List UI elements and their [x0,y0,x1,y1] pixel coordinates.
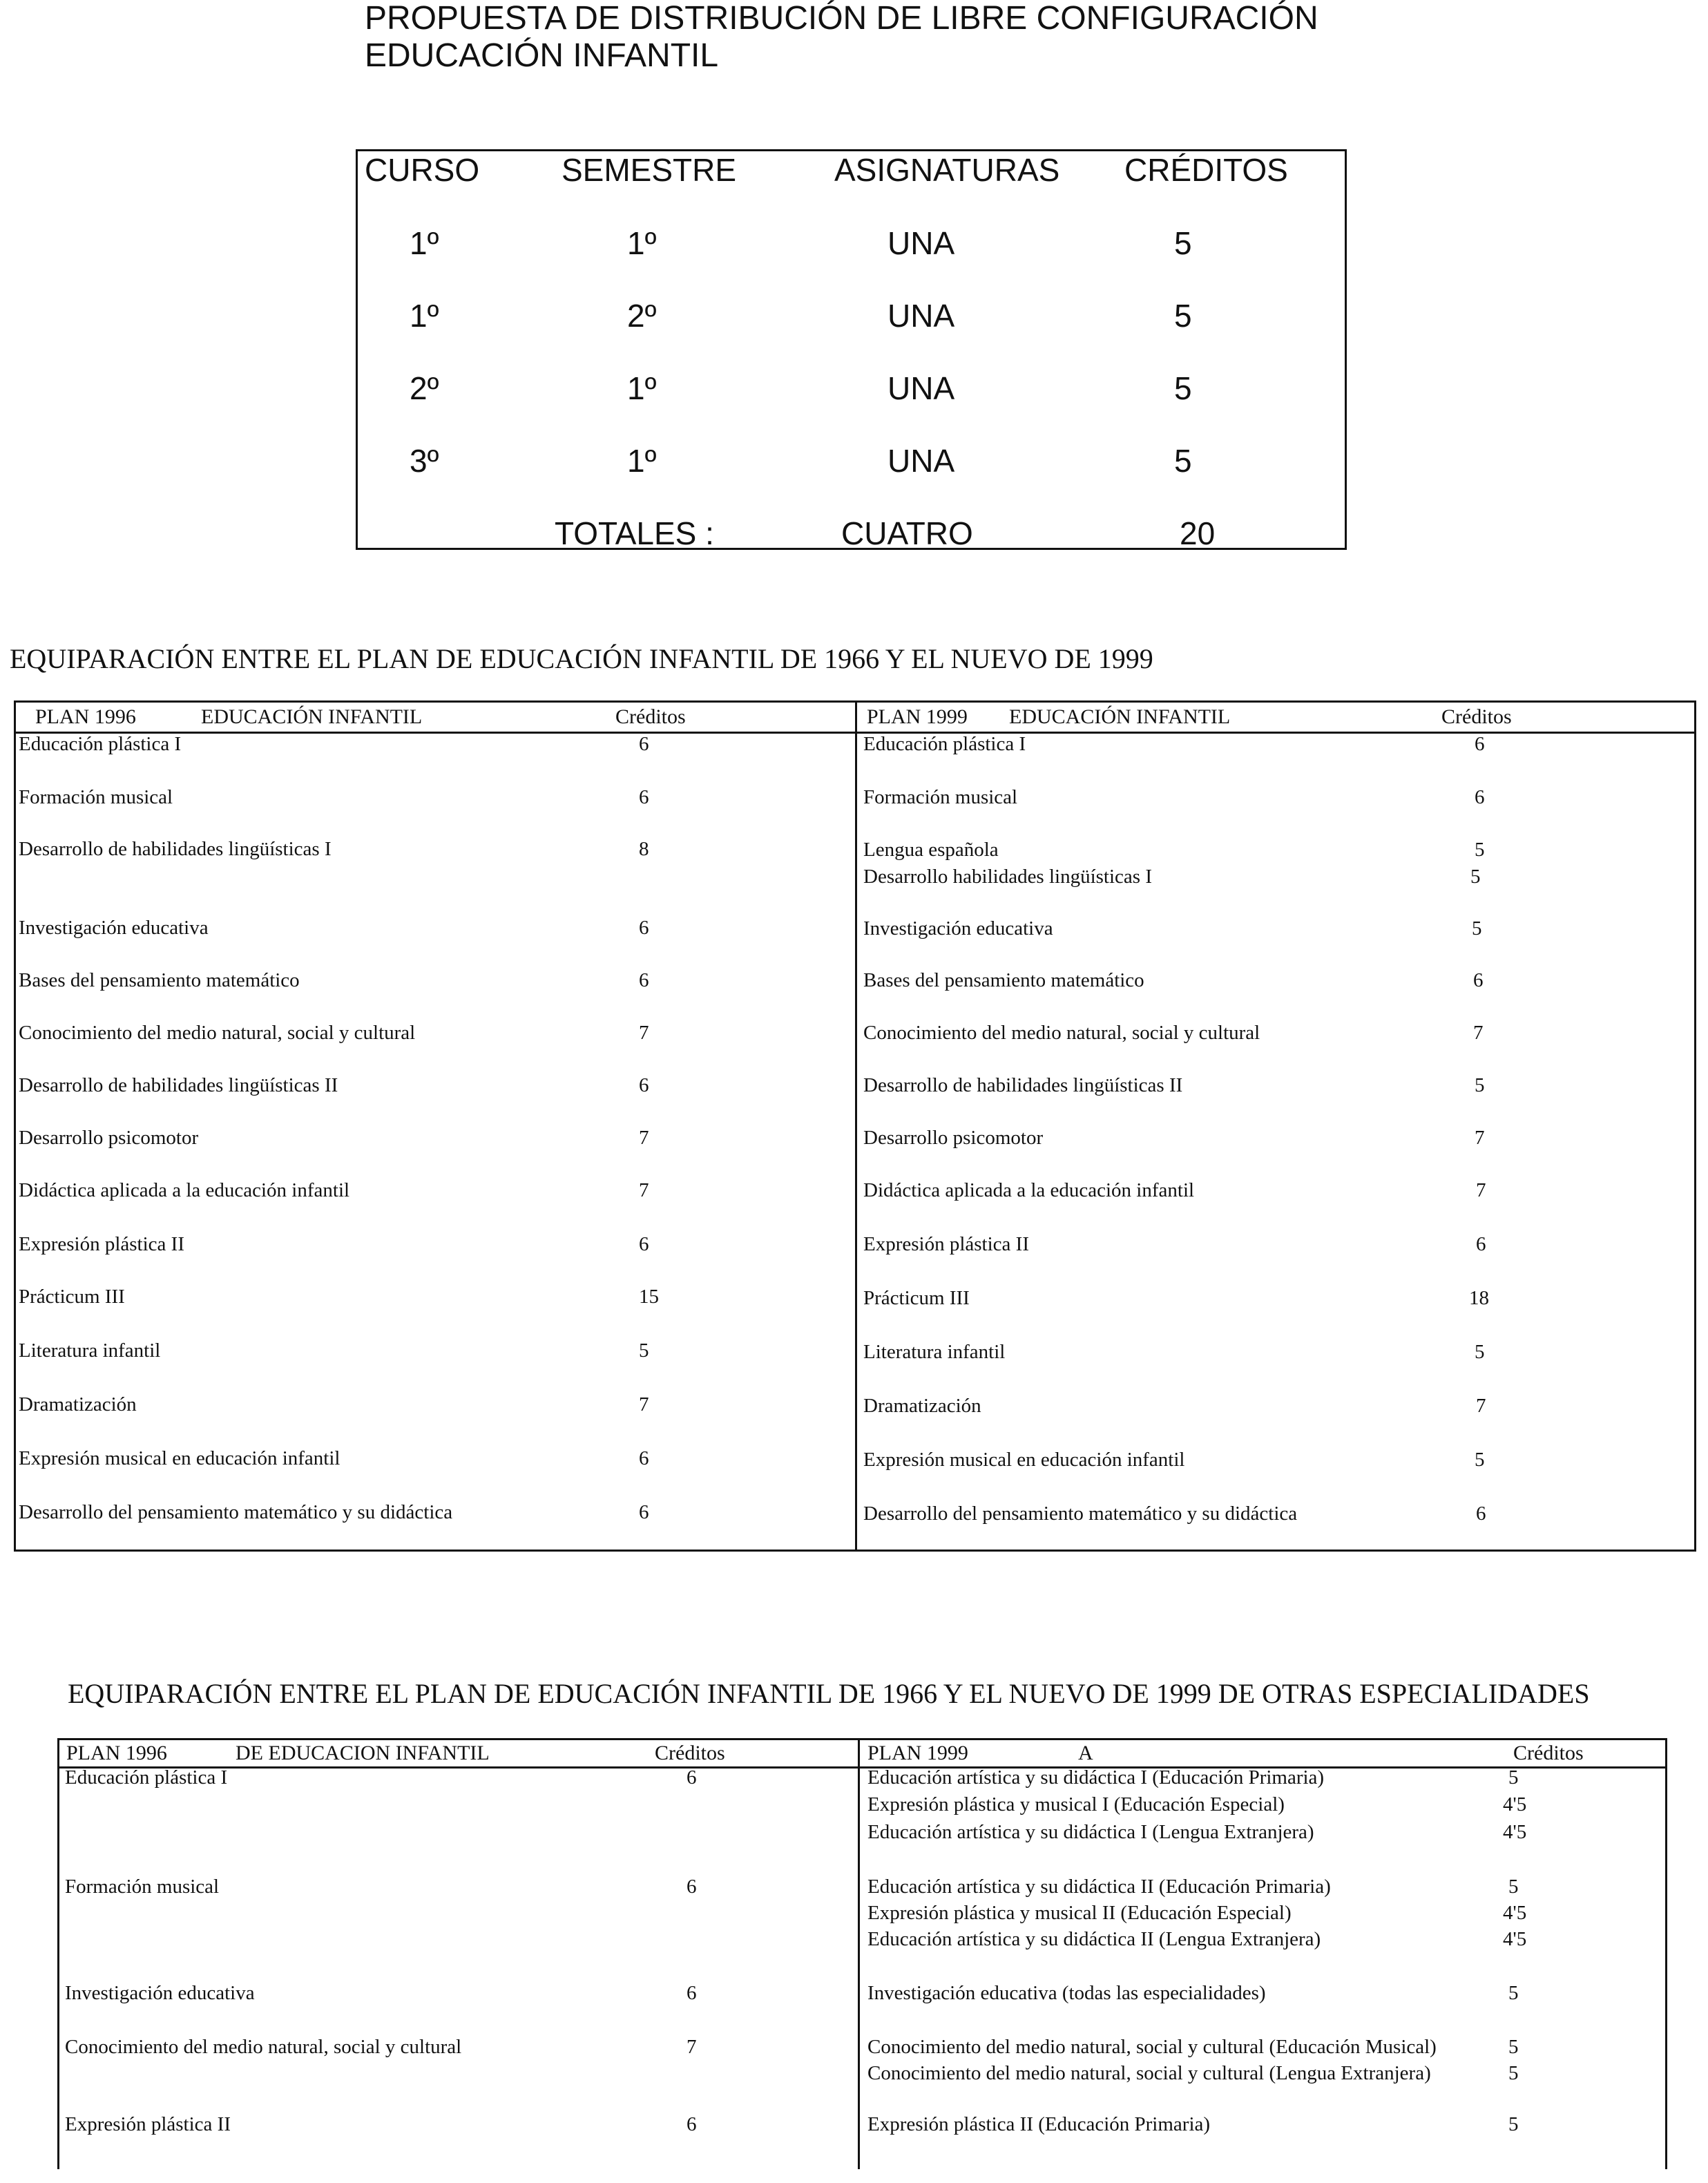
right-subject: Lengua española [863,839,999,861]
right-credits: 5 [1508,1876,1519,1898]
table-cell: 1º [627,370,657,406]
title-line-1: PROPUESTA DE DISTRIBUCIÓN DE LIBRE CONFIGURACIÓN [365,0,1318,37]
right-credits: 5 [1470,866,1481,888]
right-credits: 7 [1473,1022,1484,1044]
page-title [365,0,1318,75]
right-credits: 5 [1508,1766,1519,1789]
left-credits: 7 [639,1127,649,1149]
right-credits: 6 [1476,1503,1486,1525]
left-subject: Didáctica aplicada a la educación infantil [19,1179,350,1201]
table-cell: 2º [627,298,657,334]
left-credits: 6 [639,1074,649,1096]
section-title-other-specialties: EQUIPARACIÓN ENTRE EL PLAN DE EDUCACIÓN INFANTIL DE 1966 Y EL NUEVO DE 1999 DE OTRAS ESPECIALIDADES [68,1678,1590,1709]
right-credits: 5 [1508,2036,1519,2058]
header-creditos: CRÉDITOS [1124,152,1288,188]
header-divider [16,732,1694,734]
left-credits: 6 [639,786,649,808]
right-credits: 5 [1472,917,1482,940]
left-credits: 7 [639,1393,649,1415]
left-credits: 6 [687,1876,697,1898]
left-subject: Investigación educativa [19,917,209,939]
right-subject: Conocimiento del medio natural, social y cultural [863,1022,1260,1044]
right-credits: 6 [1476,1233,1486,1255]
equivalence-table-infantil [14,700,1696,1552]
column-divider [858,1740,860,2169]
left-credits: 6 [639,917,649,939]
table-cell: 1º [410,225,439,261]
left-credits: 7 [639,1179,649,1201]
right-credits: 18 [1469,1287,1489,1309]
right-subject: Expresión plástica II [863,1233,1029,1255]
table-cell: 1º [410,298,439,334]
left-credits: 7 [687,2036,697,2058]
right-subject: Educación artística y su didáctica I (Educación Primaria) [867,1766,1325,1789]
left-subject: Bases del pensamiento matemático [19,969,300,991]
left-subject: Expresión plástica II [19,1233,184,1255]
table-cell: UNA [887,443,955,479]
right-subject: Literatura infantil [863,1341,1006,1363]
right-subject: Desarrollo psicomotor [863,1127,1044,1149]
right-subject: Investigación educativa [863,917,1053,940]
right-subject: Desarrollo del pensamiento matemático y su didáctica [863,1503,1298,1525]
equivalence-table-other-specialties [57,1738,1667,2169]
table-cell: 1º [627,225,657,261]
table-cell: UNA [887,370,955,406]
right-subject: Conocimiento del medio natural, social y cultural (Lengua Extranjera) [867,2062,1431,2084]
left-header-name: EDUCACIÓN INFANTIL [201,705,423,728]
right-header-name: A [1078,1742,1093,1764]
right-subject: Educación artística y su didáctica II (Educación Primaria) [867,1876,1331,1898]
right-subject: Bases del pensamiento matemático [863,969,1144,991]
right-credits: 7 [1476,1179,1486,1201]
left-subject: Educación plástica I [65,1766,228,1789]
right-header-plan: PLAN 1999 [867,705,968,728]
right-credits: 5 [1508,1982,1519,2004]
table-cell: 5 [1174,370,1192,406]
right-credits: 6 [1475,786,1485,808]
right-header-plan: PLAN 1999 [867,1742,968,1764]
right-credits: 4'5 [1503,1928,1527,1950]
left-credits: 7 [639,1022,649,1044]
right-subject: Investigación educativa (todas las especialidades) [867,1982,1266,2004]
right-subject: Prácticum III [863,1287,970,1309]
totals-credits: 20 [1180,515,1216,551]
right-header-name: EDUCACIÓN INFANTIL [1009,705,1231,728]
left-header-name: DE EDUCACION INFANTIL [236,1742,490,1764]
table-cell: 3º [410,443,439,479]
left-header-credits: Créditos [655,1742,725,1764]
right-subject: Didáctica aplicada a la educación infantil [863,1179,1195,1201]
table-cell: 5 [1174,443,1192,479]
right-subject: Expresión plástica y musical II (Educación Especial) [867,1902,1292,1924]
right-header-credits: Créditos [1513,1742,1584,1764]
totals-label: TOTALES : [555,515,714,551]
right-subject: Educación artística y su didáctica II (Lengua Extranjera) [867,1928,1321,1950]
right-credits: 5 [1508,2113,1519,2135]
left-credits: 6 [687,2113,697,2135]
right-subject: Educación artística y su didáctica I (Lengua Extranjera) [867,1821,1314,1843]
right-credits: 5 [1475,1341,1485,1363]
left-credits: 6 [687,1766,697,1789]
left-credits: 6 [639,1501,649,1523]
left-credits: 15 [639,1286,659,1308]
left-subject: Desarrollo psicomotor [19,1127,199,1149]
left-subject: Expresión musical en educación infantil [19,1447,340,1469]
right-subject: Conocimiento del medio natural, social y cultural (Educación Musical) [867,2036,1437,2058]
left-subject: Investigación educativa [65,1982,255,2004]
left-credits: 8 [639,838,649,860]
left-subject: Prácticum III [19,1286,125,1308]
totals-subjects: CUATRO [841,515,973,551]
table-cell: UNA [887,225,955,261]
left-header-plan: PLAN 1996 [66,1742,167,1764]
right-credits: 4'5 [1503,1793,1527,1815]
right-credits: 7 [1476,1395,1486,1417]
right-subject: Educación plástica I [863,733,1026,755]
left-header-credits: Créditos [615,705,686,728]
section-title-infantil: EQUIPARACIÓN ENTRE EL PLAN DE EDUCACIÓN INFANTIL DE 1966 Y EL NUEVO DE 1999 [10,643,1153,674]
left-subject: Conocimiento del medio natural, social y cultural [65,2036,462,2058]
header-divider [59,1766,1665,1769]
table-cell: 1º [627,443,657,479]
left-subject: Educación plástica I [19,733,182,755]
table-cell: 2º [410,370,439,406]
left-subject: Dramatización [19,1393,137,1415]
right-subject: Dramatización [863,1395,981,1417]
column-divider [855,703,857,1550]
right-credits: 7 [1475,1127,1485,1149]
left-subject: Desarrollo de habilidades lingüísticas I [19,838,332,860]
left-subject: Expresión plástica II [65,2113,231,2135]
left-credits: 6 [687,1982,697,2004]
left-credits: 5 [639,1340,649,1362]
right-credits: 4'5 [1503,1821,1527,1843]
right-subject: Desarrollo de habilidades lingüísticas II [863,1074,1183,1096]
right-credits: 4'5 [1503,1902,1527,1924]
left-subject: Desarrollo de habilidades lingüísticas II [19,1074,338,1096]
distribution-table [356,149,1347,550]
right-credits: 6 [1473,969,1484,991]
right-subject: Desarrollo habilidades lingüísticas I [863,866,1152,888]
right-subject: Expresión musical en educación infantil [863,1449,1185,1471]
right-subject: Expresión plástica y musical I (Educación Especial) [867,1793,1285,1815]
left-credits: 6 [639,1447,649,1469]
left-header-plan: PLAN 1996 [35,705,136,728]
right-credits: 5 [1508,2062,1519,2084]
right-subject: Expresión plástica II (Educación Primaria) [867,2113,1211,2135]
right-credits: 5 [1475,1449,1485,1471]
left-subject: Desarrollo del pensamiento matemático y su didáctica [19,1501,453,1523]
left-subject: Formación musical [19,786,173,808]
right-credits: 6 [1475,733,1485,755]
left-credits: 6 [639,969,649,991]
table-cell: 5 [1174,298,1192,334]
header-semestre: SEMESTRE [562,152,737,188]
title-line-2: EDUCACIÓN INFANTIL [365,37,719,74]
header-curso: CURSO [365,152,480,188]
left-subject: Formación musical [65,1876,220,1898]
left-credits: 6 [639,1233,649,1255]
right-credits: 5 [1475,839,1485,861]
left-subject: Conocimiento del medio natural, social y cultural [19,1022,416,1044]
right-subject: Formación musical [863,786,1018,808]
table-cell: UNA [887,298,955,334]
left-subject: Literatura infantil [19,1340,161,1362]
right-credits: 5 [1475,1074,1485,1096]
right-header-credits: Créditos [1441,705,1512,728]
table-cell: 5 [1174,225,1192,261]
header-asignaturas: ASIGNATURAS [834,152,1060,188]
left-credits: 6 [639,733,649,755]
